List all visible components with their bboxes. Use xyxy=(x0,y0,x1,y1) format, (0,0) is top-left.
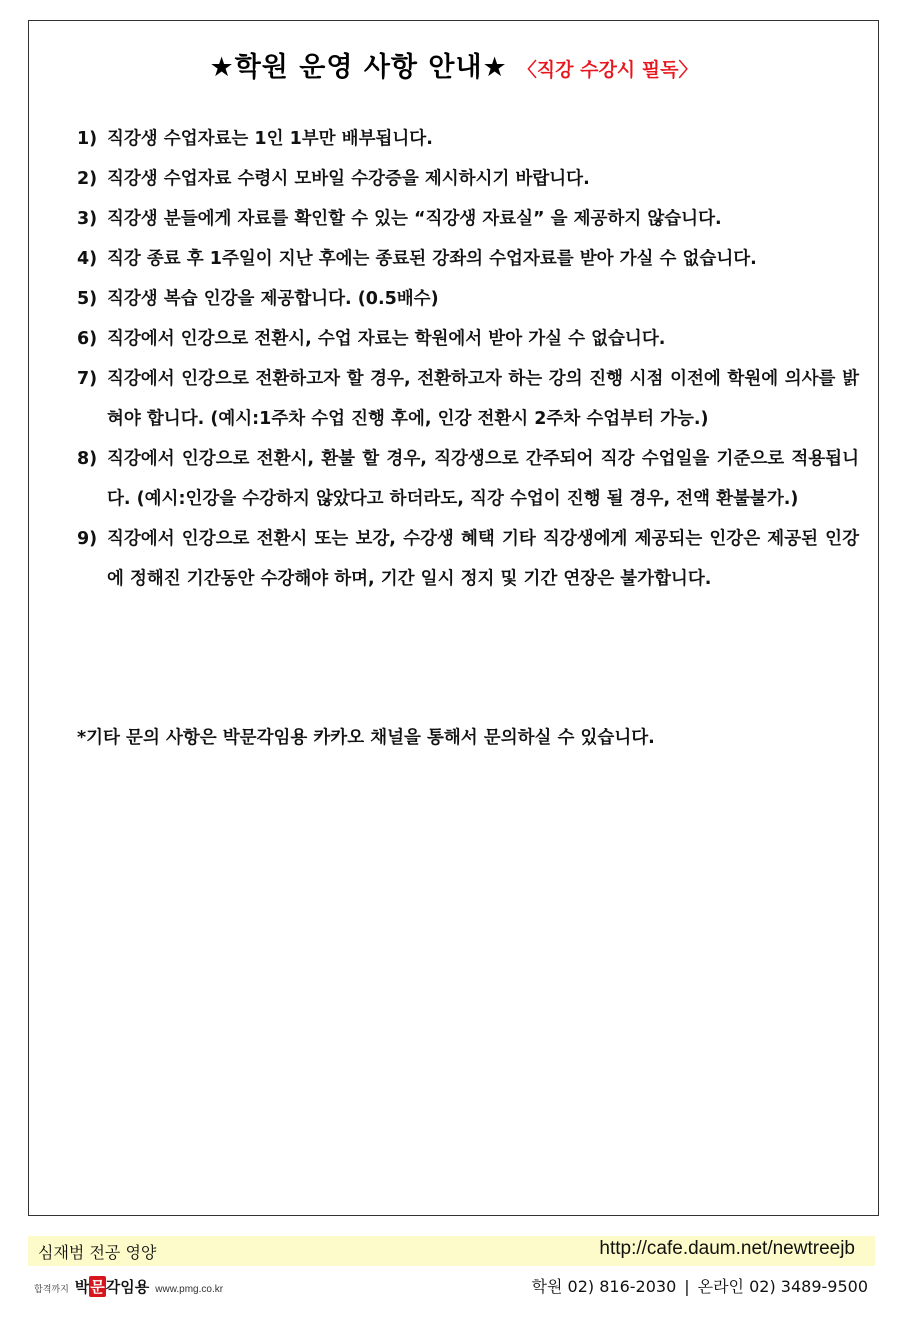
list-item xyxy=(77,119,859,159)
item-text: 직강생 복습 인강을 제공합니다. (0.5배수) xyxy=(107,289,439,309)
item-text: 직강생 수업자료 수령시 모바일 수강증을 제시하시기 바랍니다. xyxy=(107,169,590,189)
list-item xyxy=(77,199,859,239)
publisher-logo xyxy=(34,1276,223,1298)
item-text: 직강생 분들에게 자료를 확인할 수 있는 “직강생 자료실” 을 제공하지 않습니다. xyxy=(107,209,722,229)
list-item xyxy=(77,359,859,439)
item-text: 직강에서 인강으로 전환하고자 할 경우, 전환하고자 하는 강의 진행 시점 이전에 학원에 의사를 밝혀야 합니다. (예시:1주차 수업 진행 후에, 인강 전환시 2주차 수업부터 가능.) xyxy=(107,369,859,429)
item-number: 4) xyxy=(77,249,98,269)
item-number: 7) xyxy=(77,369,98,389)
footnote: *기타 문의 사항은 박문각임용 카카오 채널을 통해서 문의하실 수 있습니다. xyxy=(77,728,655,748)
item-number: 5) xyxy=(77,289,98,309)
item-text: 직강 종료 후 1주일이 지난 후에는 종료된 강좌의 수업자료를 받아 가실 수 없습니다. xyxy=(107,249,757,269)
item-text: 직강에서 인강으로 전환시, 수업 자료는 학원에서 받아 가실 수 없습니다. xyxy=(107,329,666,349)
logo-brand-part: 임용 xyxy=(120,1278,150,1296)
contact-info xyxy=(532,1274,868,1297)
title-row xyxy=(29,45,878,84)
item-number: 8) xyxy=(77,449,98,469)
notice-box xyxy=(28,20,879,1216)
item-text: 직강에서 인강으로 전환시 또는 보강, 수강생 혜택 기타 직강생에게 제공되는 인강은 제공된 인강에 정해진 기간동안 수강해야 하며, 기간 일시 정지 및 기간 연장은 불가합니다. xyxy=(107,529,859,589)
online-phone: 온라인 02) 3489-9500 xyxy=(697,1277,868,1296)
academy-phone: 학원 02) 816-2030 xyxy=(531,1277,677,1296)
list-item xyxy=(77,519,859,599)
item-text: 직강에서 인강으로 전환시, 환불 할 경우, 직강생으로 간주되어 직강 수업일을 기준으로 적용됩니다. (예시:인강을 수강하지 않았다고 하더라도, 직강 수업이 진행 될 경우, 전액 환불불가.) xyxy=(107,449,859,509)
item-text: 직강생 수업자료는 1인 1부만 배부됩니다. xyxy=(107,129,433,149)
logo-brand-part: 박 xyxy=(74,1278,90,1296)
contact-separator: | xyxy=(684,1277,690,1296)
item-number: 2) xyxy=(77,169,98,189)
list-item xyxy=(77,239,859,279)
notice-title: ★학원 운영 사항 안내★ xyxy=(209,52,508,83)
item-number: 1) xyxy=(77,129,98,149)
cafe-url-link[interactable]: http://cafe.daum.net/newtreejb xyxy=(599,1238,855,1259)
list-item xyxy=(77,439,859,519)
item-number: 3) xyxy=(77,209,98,229)
logo-tagline: 합격까지 xyxy=(34,1285,69,1295)
footer-band xyxy=(28,1236,875,1266)
logo-brand-accent: 문 xyxy=(90,1278,105,1296)
item-number: 6) xyxy=(77,329,98,349)
list-item xyxy=(77,319,859,359)
logo-url: www.pmg.co.kr xyxy=(155,1284,224,1295)
list-item xyxy=(77,159,859,199)
item-number: 9) xyxy=(77,529,98,549)
notice-list xyxy=(77,119,859,599)
list-item xyxy=(77,279,859,319)
notice-subtitle: 〈직강 수강시 필독〉 xyxy=(517,59,698,81)
instructor-label: 심재범 전공 영양 xyxy=(38,1243,157,1262)
logo-brand-part: 각 xyxy=(105,1278,121,1296)
